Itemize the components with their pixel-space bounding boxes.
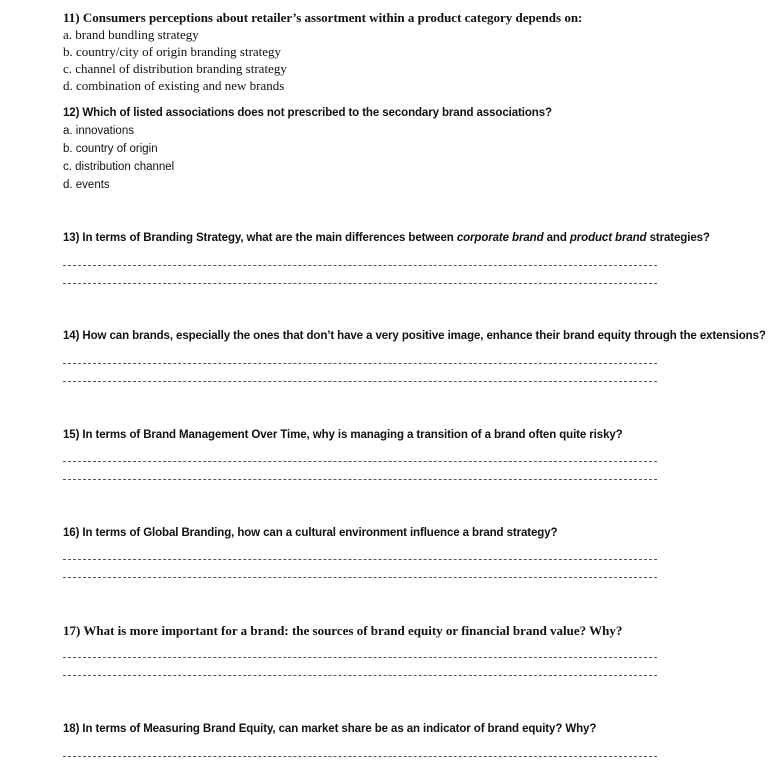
answer-line[interactable] [63,363,657,364]
question-18: 18) In terms of Measuring Brand Equity, can market share be as an indicator of brand equity? Why? [63,723,597,735]
answer-line[interactable] [63,479,657,480]
question-11-options [63,26,287,94]
option-b: b. country/city of origin branding strategy [63,44,282,59]
question-13-text-end: strategies? [646,232,710,244]
question-13 [63,230,710,246]
answer-line[interactable] [63,675,657,676]
answer-line[interactable] [63,461,657,462]
option-d: d. events [63,179,110,191]
option-a: a. innovations [63,125,134,137]
question-15: 15) In terms of Brand Management Over Time, why is managing a transition of a brand often quite risky? [63,429,623,441]
answer-line[interactable] [63,283,657,284]
question-14: 14) How can brands, especially the ones that don’t have a very positive image, enhance their brand equity through the extensions? [63,330,766,342]
answer-line[interactable] [63,577,657,578]
option-a: a. brand bundling strategy [63,27,199,42]
question-13-text-mid: and [543,232,570,244]
question-13-text-start: 13) In terms of Branding Strategy, what are the main differences between [63,232,457,244]
question-11: 11) Consumers perceptions about retailer’s assortment within a product category depends on: [63,10,583,25]
option-d: d. combination of existing and new brands [63,78,285,93]
answer-line[interactable] [63,657,657,658]
answer-line[interactable] [63,381,657,382]
term-product-brand: product brand [569,232,647,244]
term-corporate-brand: corporate brand [456,232,544,244]
answer-line[interactable] [63,756,657,757]
question-17: 17) What is more important for a brand: the sources of brand equity or financial brand value? Why? [63,623,623,638]
answer-line[interactable] [63,559,657,560]
question-12-options [63,122,174,194]
option-c: c. distribution channel [63,161,175,173]
answer-line[interactable] [63,265,657,266]
option-c: c. channel of distribution branding strategy [63,61,287,76]
question-16: 16) In terms of Global Branding, how can a cultural environment influence a brand strategy? [63,527,558,539]
question-12: 12) Which of listed associations does not prescribed to the secondary brand associations? [63,107,552,119]
option-b: b. country of origin [63,143,158,155]
